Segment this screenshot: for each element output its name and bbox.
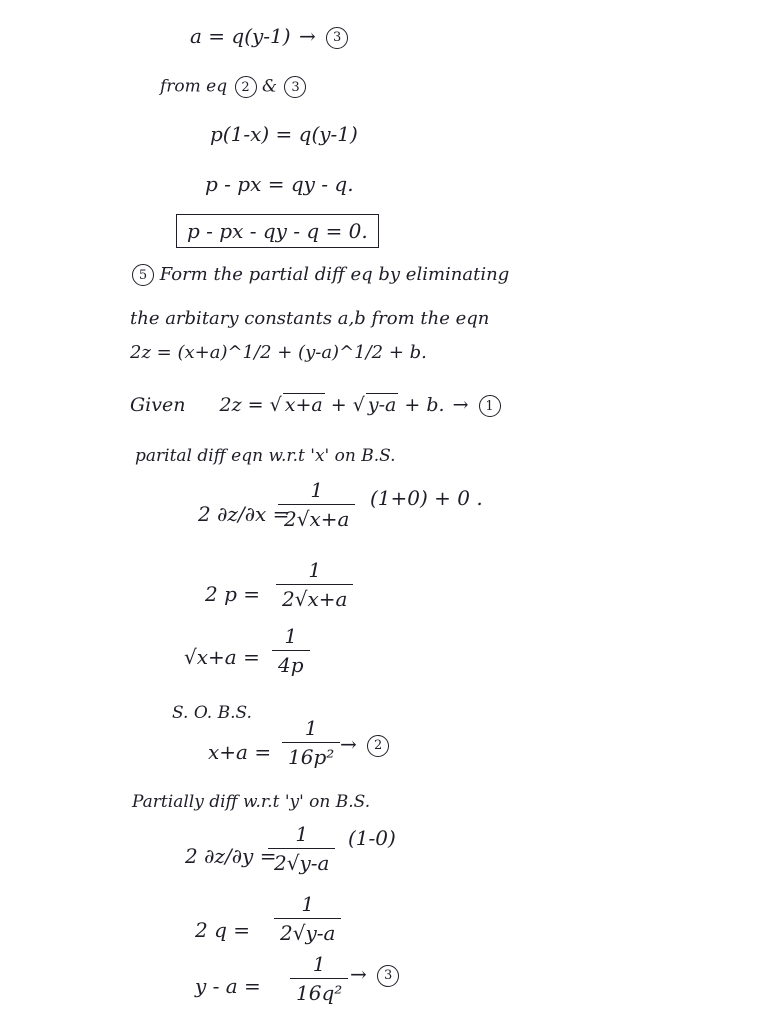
fraction-denominator: 2√x+a: [284, 507, 350, 531]
equation-ref-circle: 3: [326, 27, 348, 49]
fraction-numerator: 1: [301, 892, 315, 916]
question-text: Form the partial diff eq by eliminating: [159, 264, 510, 285]
equation-a-q: [190, 24, 348, 49]
fraction-bar: [276, 584, 353, 585]
arrow-icon: →: [452, 394, 469, 416]
fraction-denominator: 4p: [278, 653, 304, 677]
dzdx-fraction: [278, 478, 355, 531]
fraction-denominator: 16p²: [288, 745, 335, 769]
sobs-heading: S. O. B.S.: [172, 703, 252, 723]
fraction-bar: [290, 978, 348, 979]
ya-ref: [348, 962, 399, 987]
fraction-denominator: 2√x+a: [282, 587, 348, 611]
boxed-result: p - px - qy - q = 0.: [176, 214, 379, 248]
and-symbol: &: [261, 76, 278, 97]
given-label: Given: [130, 394, 186, 416]
from-eq-line: [160, 76, 306, 98]
given-equation: Given 2z = √ x+a + √ y-a + b. → 1: [130, 394, 501, 417]
xa-lhs: x+a =: [208, 740, 272, 764]
question-5-line-3: 2z = (x+a)^1/2 + (y-a)^1/2 + b.: [130, 342, 427, 363]
plus-sign: +: [330, 394, 353, 416]
fraction-denominator: 16q²: [296, 981, 343, 1005]
equation-ref-circle: 2: [367, 735, 389, 757]
twop-fraction: [276, 558, 353, 611]
sqrt-term-x: x+a: [284, 394, 323, 416]
question-5-line-2: the arbitary constants a,b from the eqn: [130, 308, 490, 329]
equation-ref-circle: 3: [377, 965, 399, 987]
dzdx-lhs: 2 ∂z/∂x =: [198, 502, 290, 526]
dzdy-fraction: [268, 822, 335, 875]
equation-text: a = q(y-1): [190, 24, 291, 48]
xa-fraction: [282, 716, 340, 769]
twop-lhs: 2 p =: [205, 582, 260, 606]
equation-p-q: p(1-x) = q(y-1): [210, 122, 358, 146]
fraction-numerator: 1: [304, 716, 318, 740]
sqrt-lhs: √x+a =: [184, 645, 260, 669]
fraction-numerator: 1: [312, 952, 326, 976]
given-tail: + b.: [404, 394, 445, 416]
sqrt-term-y: y-a: [367, 394, 397, 416]
twoq-lhs: 2 q =: [195, 918, 250, 942]
equation-ref-circle: 2: [235, 76, 257, 98]
fraction-numerator: 1: [310, 478, 324, 502]
fraction-denominator: 2√y-a: [274, 851, 330, 875]
fraction-numerator: 1: [308, 558, 322, 582]
xa-ref: [338, 732, 389, 757]
twoq-fraction: [274, 892, 341, 945]
arrow-icon: →: [350, 962, 367, 986]
fraction-numerator: 1: [284, 624, 298, 648]
fraction-bar: [282, 742, 340, 743]
equation-ref-circle: 1: [479, 395, 501, 417]
equation-expanded: p - px = qy - q.: [205, 172, 354, 196]
partial-diff-x-heading: parital diff eqn w.r.t 'x' on B.S.: [135, 446, 396, 466]
fraction-denominator: 2√y-a: [280, 921, 336, 945]
dzdy-lhs: 2 ∂z/∂y =: [185, 844, 277, 868]
from-eq-text: from eq: [160, 76, 228, 97]
arrow-icon: →: [298, 24, 316, 48]
fraction-bar: [278, 504, 355, 505]
fraction-bar: [268, 848, 335, 849]
given-lhs: 2z =: [219, 394, 270, 416]
question-5-line-1: [130, 264, 509, 286]
sqrt-fraction: [272, 624, 310, 677]
arrow-icon: →: [340, 732, 357, 756]
ya-fraction: [290, 952, 348, 1005]
question-number-circle: 5: [132, 264, 154, 286]
ya-lhs: y - a =: [195, 974, 261, 998]
fraction-bar: [272, 650, 310, 651]
dzdx-tail: (1+0) + 0 .: [370, 486, 483, 510]
fraction-numerator: 1: [295, 822, 309, 846]
equation-ref-circle: 3: [284, 76, 306, 98]
dzdy-tail: (1-0): [348, 826, 396, 850]
partial-diff-y-heading: Partially diff w.r.t 'y' on B.S.: [132, 792, 371, 812]
fraction-bar: [274, 918, 341, 919]
